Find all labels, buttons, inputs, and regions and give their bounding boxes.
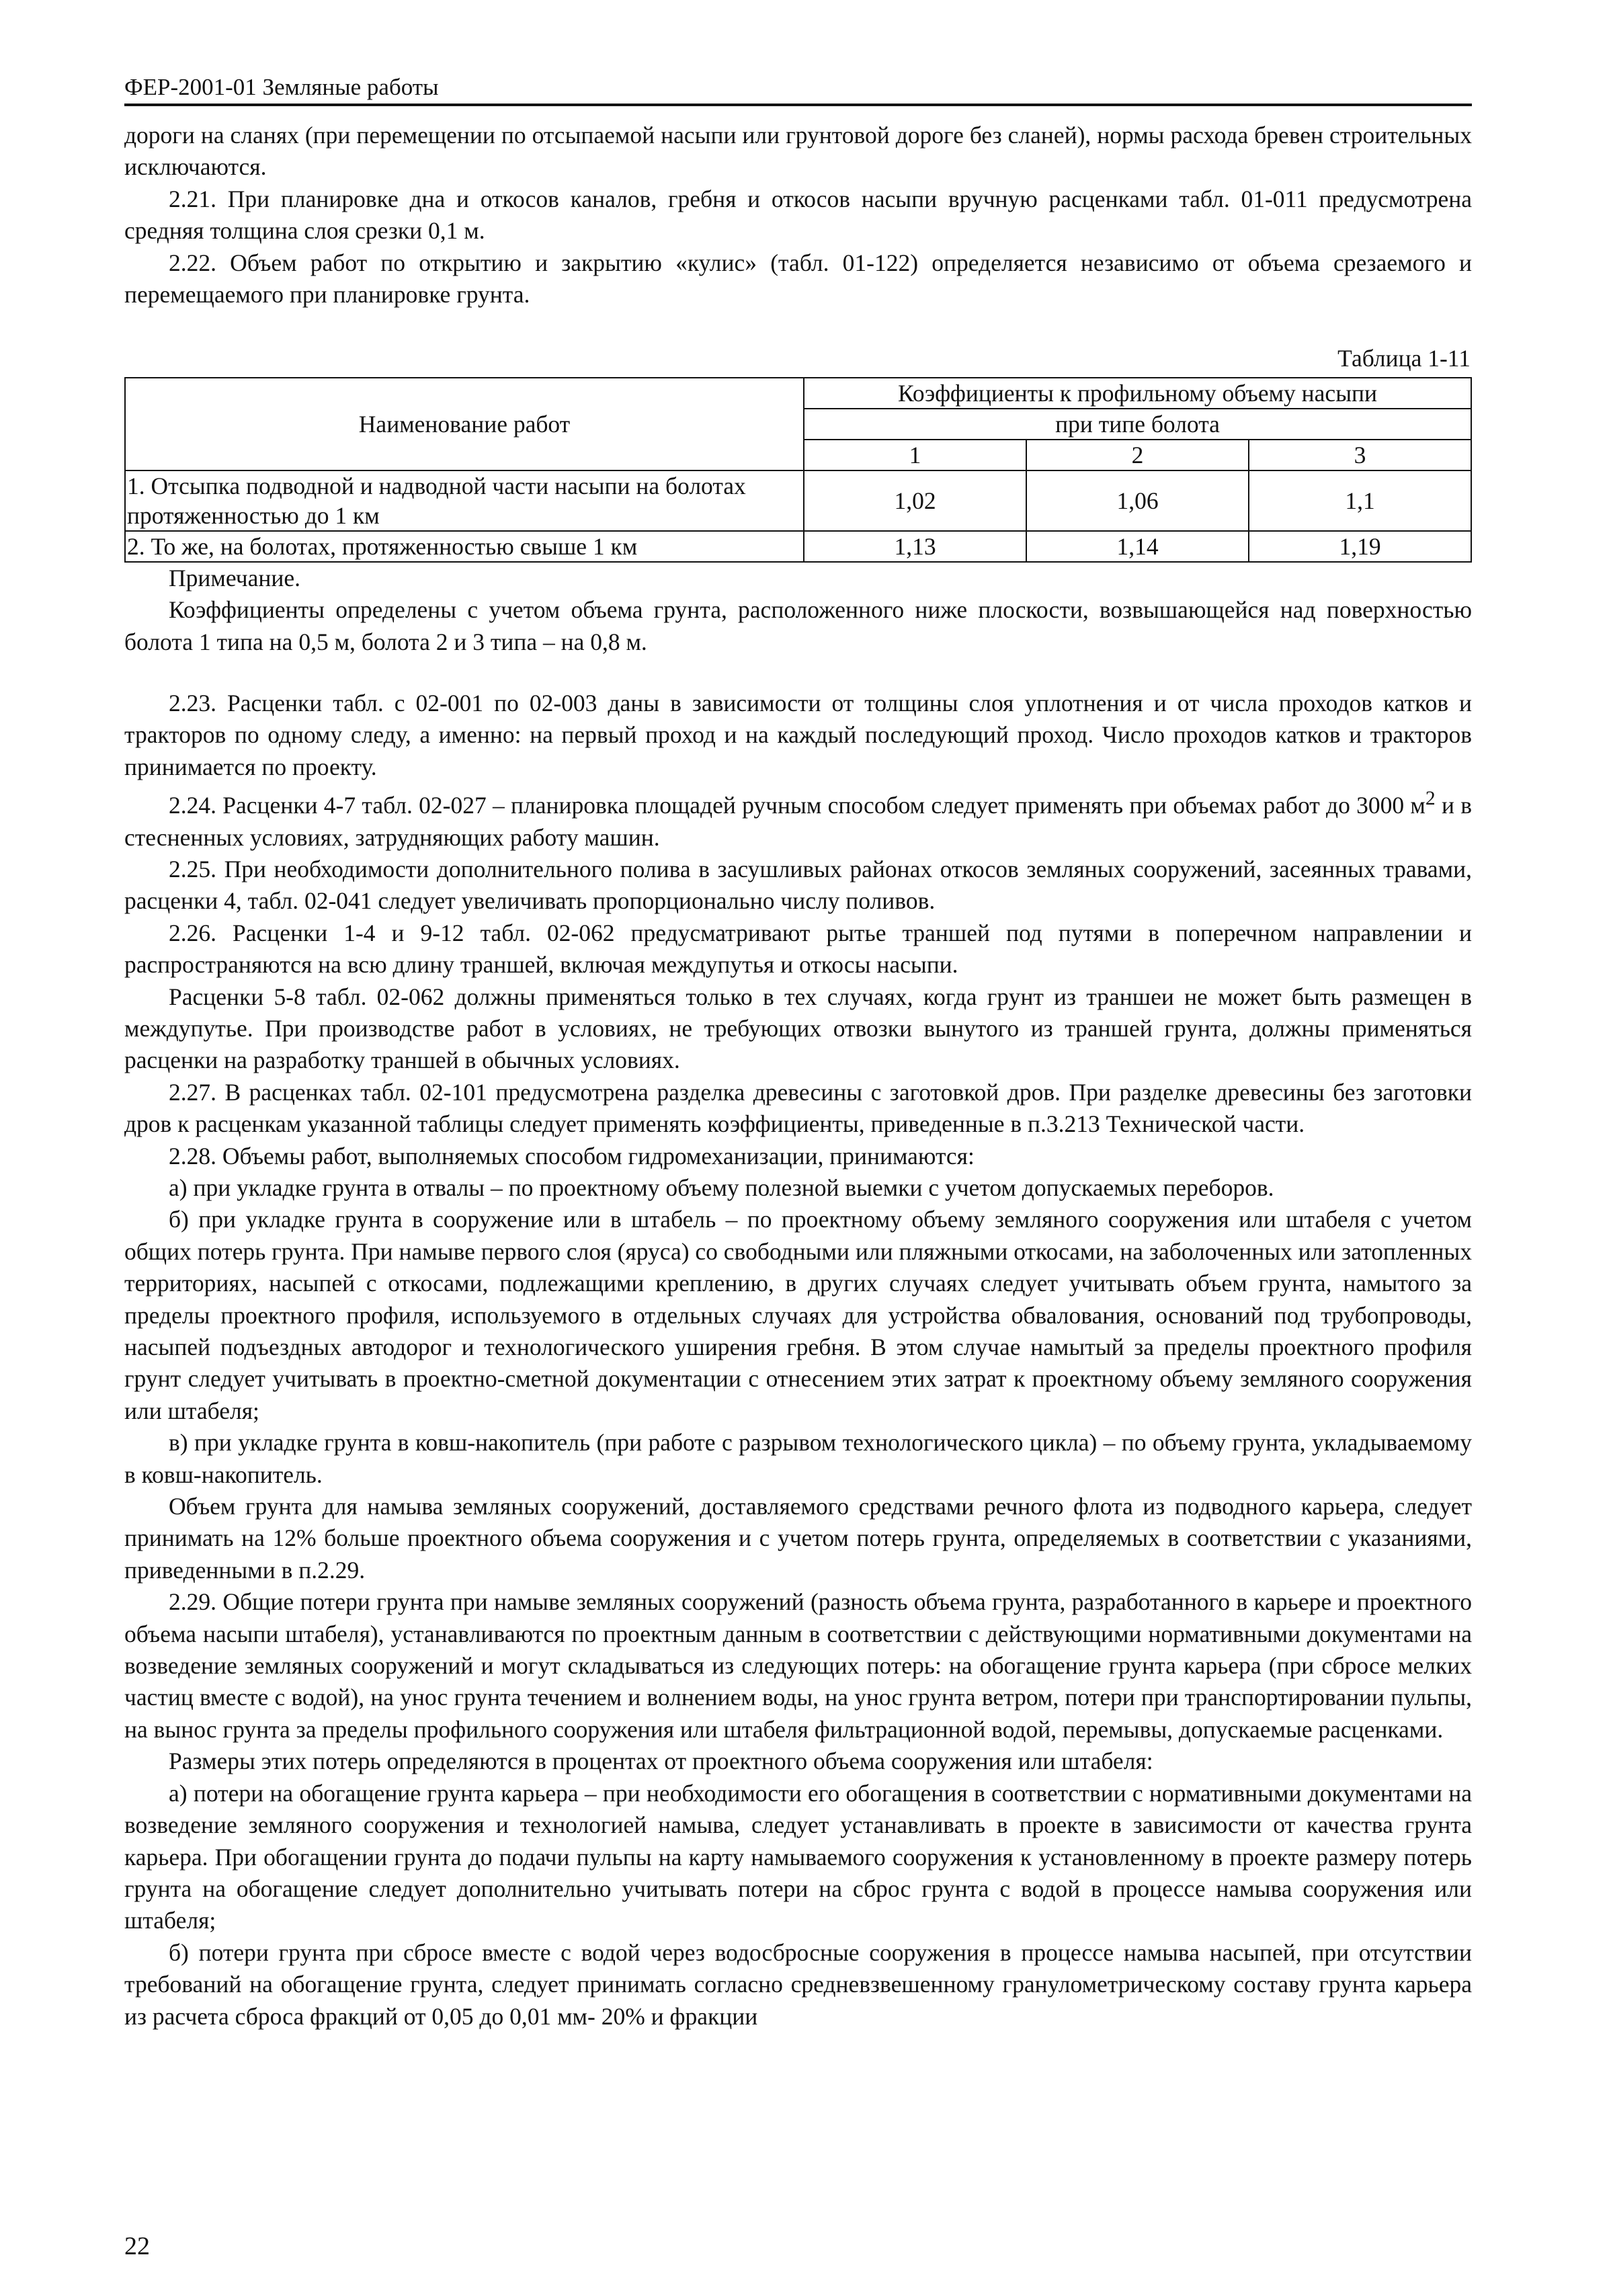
spacer [124,658,1472,688]
paragraph: Объем грунта для намыва земляных сооружений, доставляемого средствами речного флота из подводного карьера, следует принимать на 12% больше проектного объема сооружения и с учетом потерь грунта, определяемых в соответствии с указаниями, приведенными в п.2.29. [124,1493,1472,1584]
table-header-type: 3 [1249,440,1471,470]
paragraph-text: и в стесненных условиях, затрудняющих работу машин. [124,792,1473,851]
table-cell-value: 1,1 [1249,470,1471,531]
table-header-name: Наименование работ [125,378,804,470]
paragraph: 2.28. Объемы работ, выполняемых способом гидромеханизации, принимаются: [169,1142,975,1170]
table-header-type: 2 [1026,440,1249,470]
table-cell-name: 2. То же, на болотах, протяженностью свыше 1 км [125,531,804,562]
table-caption: Таблица 1-11 [1337,345,1471,372]
paragraph: б) потери грунта при сбросе вместе с водой через водосбросные сооружения в процессе намыва насыпей, при отсутствии требований на обогащение грунта, следует принимать согласно средневзвешенному гранулометрическому составу грунта карьера из расчета сброса фракций от 0,05 до 0,01 мм- 20% и фракции [124,1938,1472,2030]
paragraph: 2.27. В расценках табл. 02-101 предусмотрена разделка древесины с заготовкой дров. При разделке древесины без заготовки дров к расценкам указанной таблицы следует применять коэффициенты, приведенные в п.3.213 Технической части. [124,1078,1472,1138]
superscript: 2 [1425,788,1436,810]
running-header [124,73,1472,106]
paragraph [124,783,1472,854]
table-cell-value: 1,14 [1026,531,1249,562]
paragraph: дороги на сланях (при перемещении по отсыпаемой насыпи или грунтовой дороге без сланей), нормы расхода бревен строительных исключаются. [124,122,1472,181]
table-cell-value: 1,02 [804,470,1026,531]
table-row [125,470,1471,531]
paragraph: в) при укладке грунта в ковш-накопитель (при работе с разрывом технологического цикла) – по объему грунта, укладываемому в ковш-накопитель. [124,1429,1472,1488]
paragraph: 2.23. Расценки табл. с 02-001 по 02-003 даны в зависимости от толщины слоя уплотнения и от числа проходов катков и тракторов по одному следу, а именно: на первый проход и на каждый последующий проход. Число проходов катков и тракторов принимается по проекту. [124,690,1472,780]
note-title: Примечание. [169,564,300,591]
table-header-sub: при типе болота [804,409,1471,440]
note-text: Коэффициенты определены с учетом объема грунта, расположенного ниже плоскости, возвышающейся над поверхностью болота 1 типа на 0,5 м, болота 2 и 3 типа – на 0,8 м. [124,596,1472,655]
paragraph: 2.22. Объем работ по открытию и закрытию «кулис» (табл. 01-122) определяется независимо от объема срезаемого и перемещаемого при планировке грунта. [124,249,1472,309]
paragraph: б) при укладке грунта в сооружение или в штабель – по проектному объему земляного сооружения или штабеля с учетом общих потерь грунта. При намыве первого слоя (яруса) со свободными или пляжными откосами, на заболоченных или затопленных территориях, насыпей с откосами, подлежащими креплению, в других случаях следует учитывать объем грунта, намытого за пределы проектного профиля, используемого в отдельных случаях для устройства обвалования, оснований под трубопроводы, насыпей подъездных автодорог и технологического уширения гребня. В этом случае намытый за пределы проектного профиля грунт следует учитывать в проектно-сметной документации с отнесением этих затрат к проектному объему земляного сооружения или штабеля; [124,1206,1472,1424]
paragraph-text: 2.24. Расценки 4-7 табл. 02-027 – планировка площадей ручным способом следует применять при объемах работ до 3000 м [169,792,1426,819]
table-cell-value: 1,13 [804,531,1026,562]
paragraph: 2.29. Общие потери грунта при намыве земляных сооружений (разность объема грунта, разработанного в карьере и проектного объема насыпи штабеля), устанавливаются по проектным данным в соответствии с действующими нормативными документами на возведение земляных сооружений и могут складываться из следующих потерь: на обогащение грунта карьера (при сбросе мелких частиц вместе с водой), на унос грунта течением и волнением воды, на унос грунта ветром, потери при транспортировании пульпы, на вынос грунта за пределы профильного сооружения или штабеля фильтрационной водой, перемывы, допускаемые расценками. [124,1588,1472,1743]
table-header-type: 1 [804,440,1026,470]
document-body [124,120,1472,2033]
page-number: 22 [124,2232,150,2260]
table-row [125,531,1471,562]
header-title: ФЕР-2001-01 Земляные работы [124,74,439,100]
table-cell-value: 1,06 [1026,470,1249,531]
table-cell-name: 1. Отсыпка подводной и надводной части насыпи на болотах протяженностью до 1 км [125,470,804,531]
paragraph: 2.26. Расценки 1-4 и 9-12 табл. 02-062 предусматривают рытье траншей под путями в поперечном направлении и распространяются на всю длину траншей, включая междупутья и откосы насыпи. [124,919,1472,979]
coefficient-table [124,377,1472,563]
paragraph: а) потери на обогащение грунта карьера – при необходимости его обогащения в соответствии с нормативными документами на возведение земляного сооружения и технологией намыва, следует устанавливать в проекте в зависимости от качества грунта карьера. При обогащении грунта до подачи пульпы на карту намываемого сооружения к установленному в проекте размеру потерь грунта на обогащение следует дополнительно учитывать потери на сброс грунта с водой в процессе намыва сооружения или штабеля; [124,1779,1472,1934]
paragraph: Размеры этих потерь определяются в процентах от проектного объема сооружения или штабеля: [169,1748,1153,1775]
table-header-group: Коэффициенты к профильному объему насыпи [804,378,1471,409]
paragraph: Расценки 5-8 табл. 02-062 должны применяться только в тех случаях, когда грунт из траншеи не может быть размещен в междупутье. При производстве работ в условиях, не требующих отвозки вынутого из траншей грунта, должны применяться расценки на разработку траншей в обычных условиях. [124,983,1472,1074]
table-cell-value: 1,19 [1249,531,1471,562]
paragraph: 2.25. При необходимости дополнительного полива в засушливых районах откосов земляных сооружений, засеянных травами, расценки 4, табл. 02-041 следует увеличивать пропорционально числу поливов. [124,855,1472,915]
paragraph: а) при укладке грунта в отвалы – по проектному объему полезной выемки с учетом допускаемых переборов. [169,1174,1274,1201]
paragraph: 2.21. При планировке дна и откосов каналов, гребня и откосов насыпи вручную расценками табл. 01-011 предусмотрена средняя толщина слоя срезки 0,1 м. [124,185,1472,245]
